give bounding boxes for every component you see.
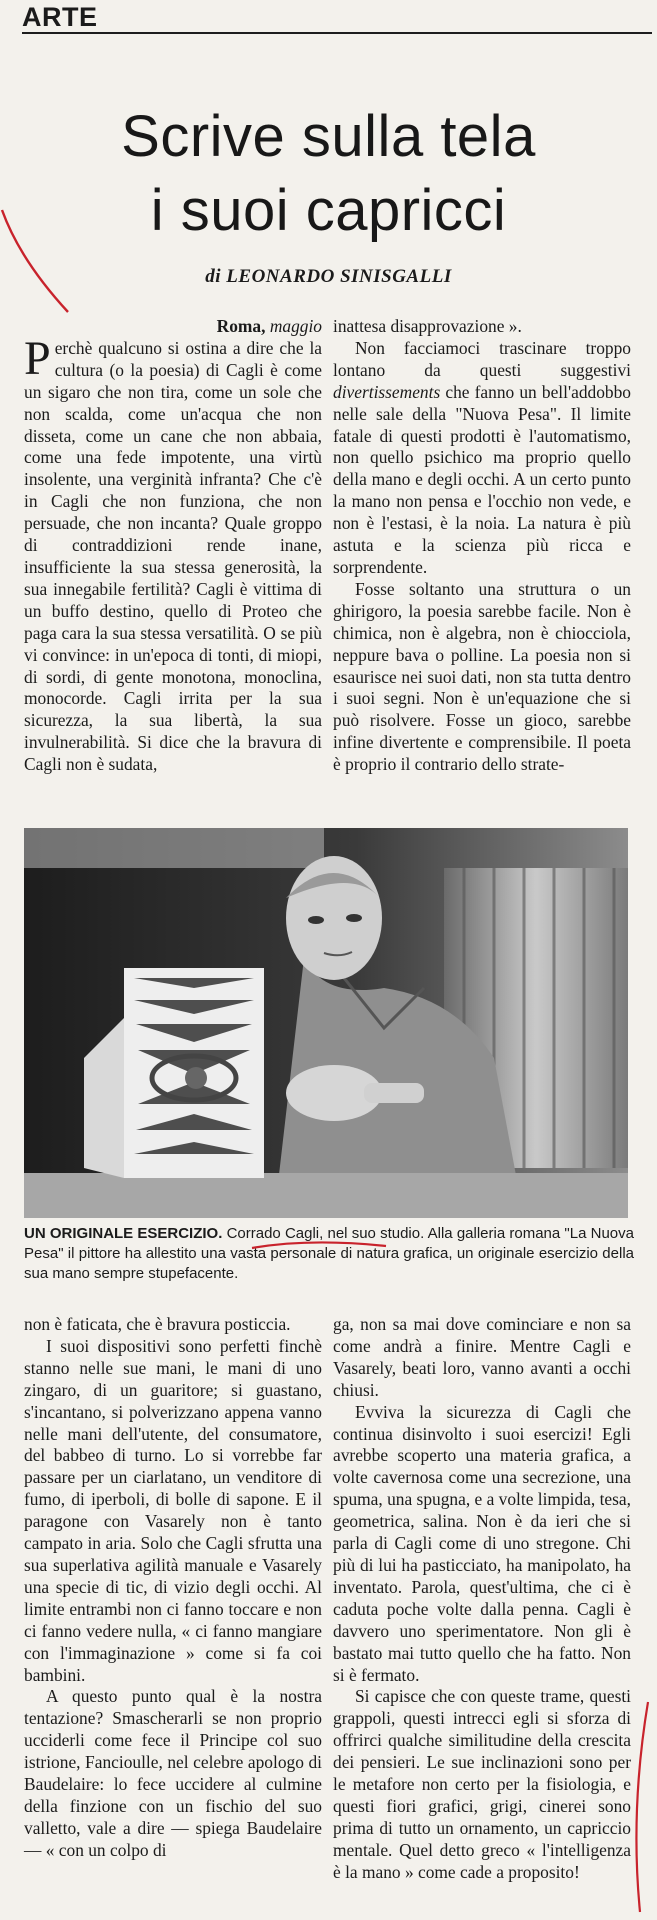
italic-term: divertissements (333, 381, 441, 402)
red-pencil-mark-top (0, 200, 80, 320)
headline-line-2: i suoi capricci (150, 178, 507, 243)
photo-illustration (24, 828, 628, 1218)
paragraph: non è faticata, che è bravura posticcia. (24, 1314, 291, 1334)
paragraph (333, 338, 631, 579)
paragraph: A questo punto qual è la nostra tentazione? Smascherarli se non proprio ucciderli come fece il Principe col suo istrione, Fancioulle, nel celebre apologo di Baudelaire: lo fece uccidere al culmine della finzione con un fischio del suo valletto, vale a dire — spiega Baudelaire — « con un colpo di (24, 1686, 322, 1860)
paragraph-text: che fanno un bell'addobbo nelle sale della "Nuova Pesa". Il limite fatale di questi prodotti è l'automatismo, non quello psichico ma proprio quello della mano e degli occhi. A un certo punto la mano non pensa e l'occhio non vede, e non è l'estasi, è la noia. La natura è più astuta e la scienza più ricca e sorprendente. (333, 381, 631, 577)
drop-cap: P (24, 331, 51, 385)
paragraph: I suoi dispositivi sono perfetti finchè stanno nelle sue mani, le mani di uno zingaro, di un guaritore; si guastano, s'incantano, si polverizzano appena vanno nelle mani dell'utente, del consumatore, del babbeo di turno. Lo si vorrebbe far passare per un ciarlatano, un venditore di fumo, di iperboli, di bolle di sapone. E il paragone con Vasarely non è tanto campato in aria. Solo che Cagli sfrutta una sua superlativa agilità manuale e Vasarely una specie di tic, di vizio degli occhi. Al limite entrambi non ci fanno toccare e non ci fanno vedere nulla, « ci fanno mangiare con l'immaginazione » come si fa coi bambini. (24, 1335, 322, 1685)
paragraph-text: erchè qualcuno si ostina a dire che la cultura (o la poesia) di Cagli è come un sigaro che non tira, come un sole che non scalda, come un'acqua che non disseta, come un cane che non abbaia, come una fede impotente, una virtù insolente, una verginità infranta? Che c'è in Cagli che non funziona, che non persuade, che non incanta? Quale groppo di contraddizioni rende inane, insufficiente la sua stessa generosità, la sua innegabile fertilità? Cagli è vittima di un buffo destino, quello di Proteo che paga cara la sua stessa versatilità. O se più vi convince: in un'epoca di tonti, di miopi, di sordi, di gente monotona, monoclina, monocorde. Cagli irrita per la sua sicurezza, la sua libertà, la sua invulnerabilità. Si dice che la bravura di Cagli non è sudata, (24, 337, 322, 775)
red-pencil-underline (250, 1236, 390, 1256)
paragraph-text: Non facciamoci trascinare troppo lontano da questi suggestivi (333, 337, 631, 380)
paragraph: Fosse soltanto una struttura o un ghirigoro, la poesia sarebbe facile. Non è chimica, non è algebra, non è chiocciola, neppure bava o polline. La poesia non si esaurisce nei suoi dati, non sta tutta dentro i suoi segni. Non è un'equazione che si può risolvere. Fosse un gioco, sarebbe infine divertente e comprensibile. Il poeta è proprio il contrario dello strate- (333, 578, 631, 775)
column-2 (333, 316, 631, 776)
column-4 (333, 1314, 631, 1884)
dateline (24, 316, 322, 338)
headline (0, 100, 657, 248)
paragraph: ga, non sa mai dove cominciare e non sa come andrà a finire. Mentre Cagli e Vasarely, beati loro, vanno avanti a occhi chiusi. (333, 1314, 631, 1400)
column-1 (24, 316, 322, 776)
byline: di LEONARDO SINISGALLI (205, 266, 452, 287)
headline-line-1: Scrive sulla tela (121, 104, 536, 169)
photograph (24, 828, 628, 1218)
paragraph: Evviva la sicurezza di Cagli che continua disinvolto i suoi esercizi! Egli avrebbe scoperto una materia grafica, a volte cavernosa come una secrezione, una spuma, una spugna, e a volte limpida, tesa, geometrica, salina. Non è da ieri che si parla di Cagli come di uno stregone. Chi più di lui ha pasticciato, ha manipolato, ha inventato. Parola, quest'ultima, che ci è caduta poche volte dalla penna. Cagli è davvero uno sperimentatore. Non gli è bastato mai tutto quello che ha fatto. Non si è fermato. (333, 1401, 631, 1685)
dateline-month: maggio (269, 316, 322, 336)
caption-lead: UN ORIGINALE ESERCIZIO. (24, 1225, 223, 1242)
section-header (22, 2, 652, 34)
section-label: ARTE (22, 2, 98, 32)
column-3 (24, 1314, 322, 1862)
paragraph: Si capisce che con queste trame, questi grappoli, questi intrecci egli si sforza di offrirci qualche similitudine della crescita dei pensieri. Le sue inclinazioni sono per le metafore non certo per la fisiologia, e questi fiori grafici, grigi, cinerei sono prima di tutto un ornamento, un capriccio mentale. Quel detto greco « l'intelligenza è la mano » come cade a proposito! (333, 1686, 631, 1882)
dateline-place: Roma, (216, 316, 266, 336)
paragraph (24, 331, 322, 776)
caption-text: Corrado Cagli, nel suo studio. Alla galleria romana "La Nuova Pesa" il pittore ha allestito una vasta personale di natura grafica, un originale esercizio della sua mano sempre stupefacente. (24, 1225, 634, 1282)
red-pencil-mark-bottom (610, 1700, 655, 1915)
paragraph: inattesa disapprovazione ». (333, 316, 522, 336)
